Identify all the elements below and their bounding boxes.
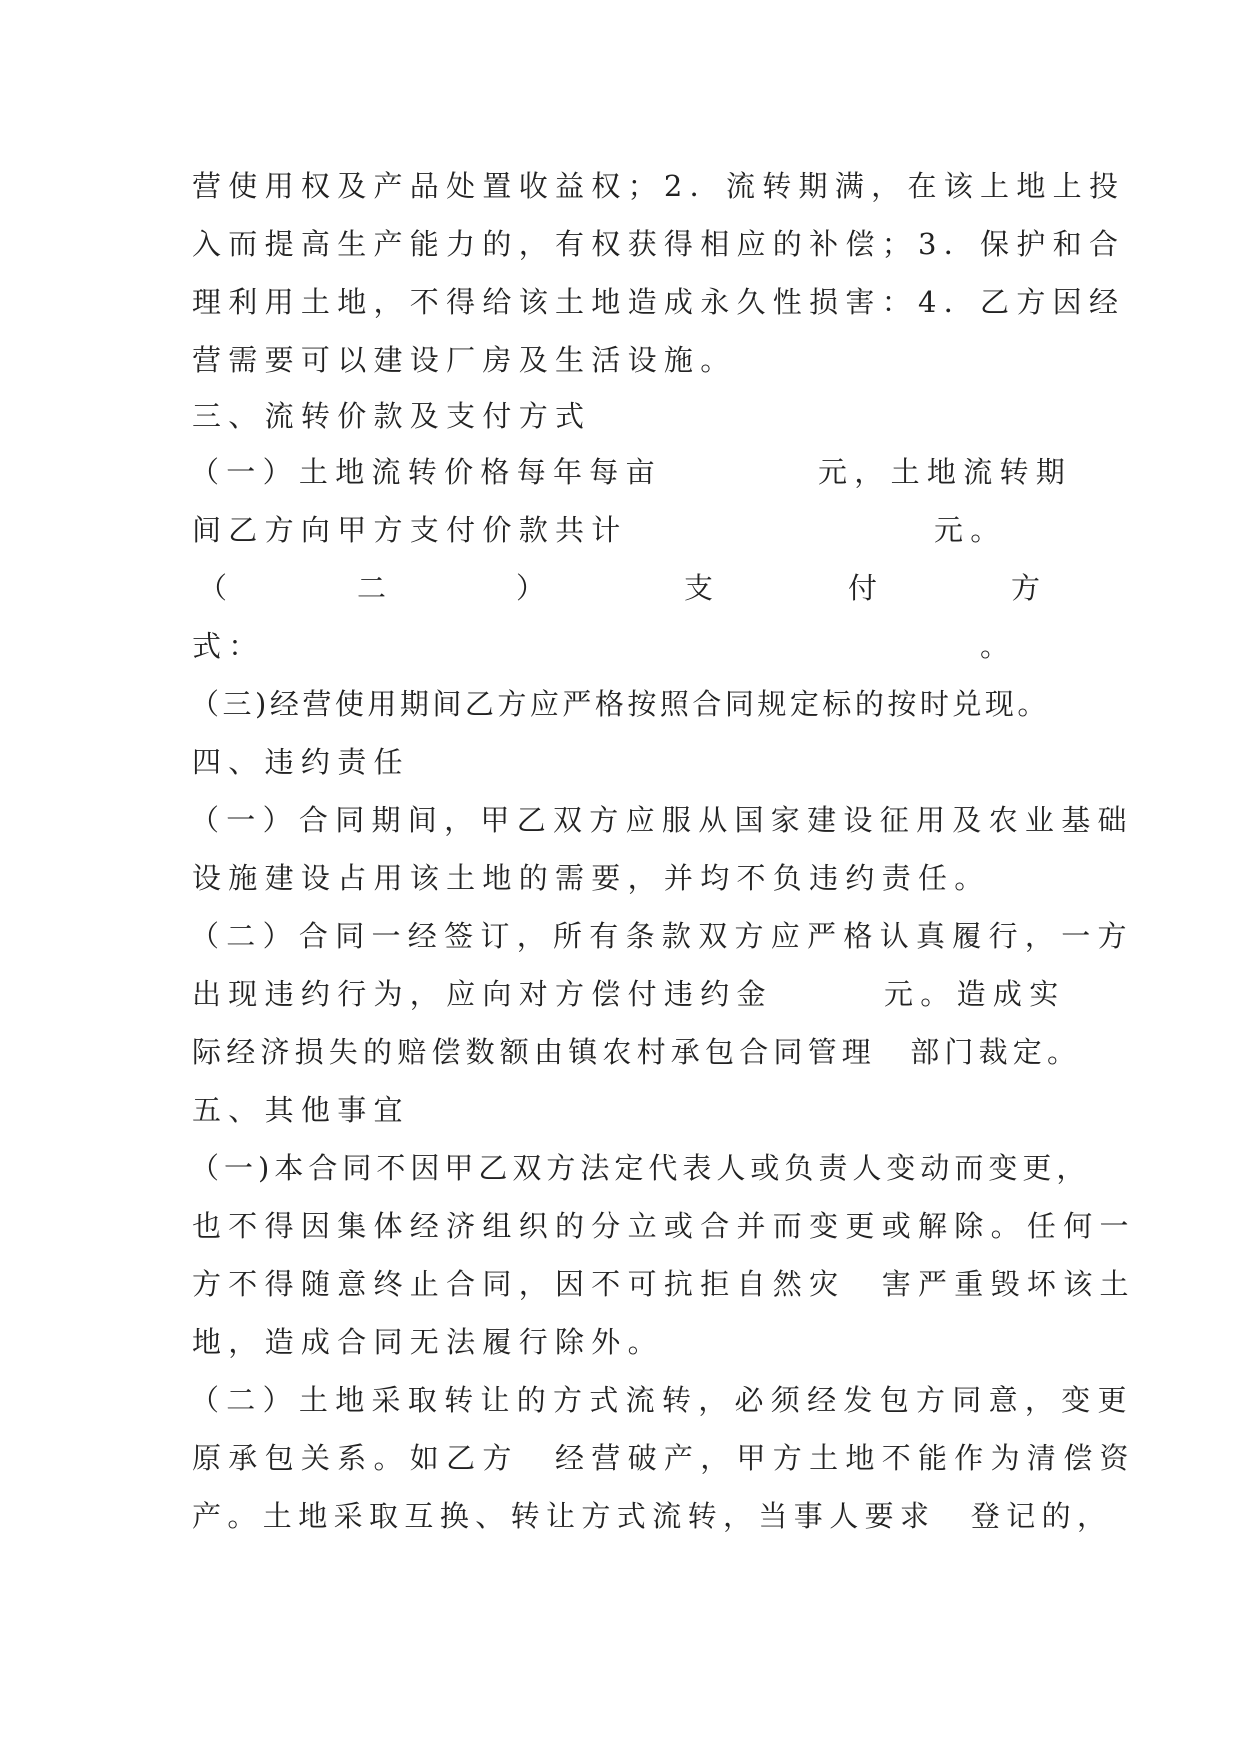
text-line: （一）土地流转价格每年每亩 xyxy=(190,455,662,489)
text-line: 营使用权及产品处置收益权；2．流转期满，在该上地上投 xyxy=(192,169,1126,203)
text-line: 间乙方向甲方支付价款共计 xyxy=(192,513,628,547)
text-fragment: 元。造成实 xyxy=(884,977,1066,1011)
spread-char: （ xyxy=(198,571,235,605)
text-line: 式： xyxy=(192,629,265,663)
spread-char: 支 xyxy=(684,571,721,605)
text-line: （三)经营使用期间乙方应严格按照合同规定标的按时兑现。 xyxy=(190,687,1050,721)
text-line: 出现违约行为，应向对方偿付违约金 xyxy=(192,977,773,1011)
text-line: 也不得因集体经济组织的分立或合并而变更或解除。任何一 xyxy=(192,1209,1136,1243)
text-line: 设施建设占用该土地的需要，并均不负违约责任。 xyxy=(192,861,991,895)
spread-char: 方 xyxy=(1011,571,1048,605)
spread-char: 二 xyxy=(357,571,394,605)
text-line: （二）合同一经签订，所有条款双方应严格认真履行，一方 xyxy=(190,919,1134,953)
text-line: 地，造成合同无法履行除外。 xyxy=(192,1325,664,1359)
text-fragment: 。 xyxy=(980,629,1017,663)
text-line: 产。土地采取互换、转让方式流转，当事人要求 登记的， xyxy=(192,1499,1113,1533)
text-line: 际经济损失的赔偿数额由镇农村承包合同管理 部门裁定。 xyxy=(192,1035,1082,1069)
text-line: （二）土地采取转让的方式流转，必须经发包方同意，变更 xyxy=(190,1383,1134,1417)
section-heading: 四、违约责任 xyxy=(192,745,410,779)
spread-char: 付 xyxy=(848,571,885,605)
text-line: （一）合同期间，甲乙双方应服从国家建设征用及农业基础 xyxy=(190,803,1134,837)
text-line: 方不得随意终止合同，因不可抗拒自然灾 害严重毁坏该土 xyxy=(192,1267,1136,1301)
text-line: 原承包关系。如乙方 经营破产，甲方土地不能作为清偿资 xyxy=(192,1441,1136,1475)
text-line: 理利用土地，不得给该土地造成永久性损害：4．乙方因经 xyxy=(192,285,1126,319)
section-heading: 三、流转价款及支付方式 xyxy=(192,399,592,433)
spread-char: ） xyxy=(516,571,553,605)
text-line: 入而提高生产能力的，有权获得相应的补偿；3．保护和合 xyxy=(192,227,1126,261)
text-line: 营需要可以建设厂房及生活设施。 xyxy=(192,343,737,377)
text-line: （一)本合同不因甲乙双方法定代表人或负责人变动而变更， xyxy=(190,1151,1091,1185)
section-heading: 五、其他事宜 xyxy=(192,1093,410,1127)
text-fragment: 元。 xyxy=(934,513,1007,547)
text-fragment: 元，土地流转期 xyxy=(818,455,1073,489)
